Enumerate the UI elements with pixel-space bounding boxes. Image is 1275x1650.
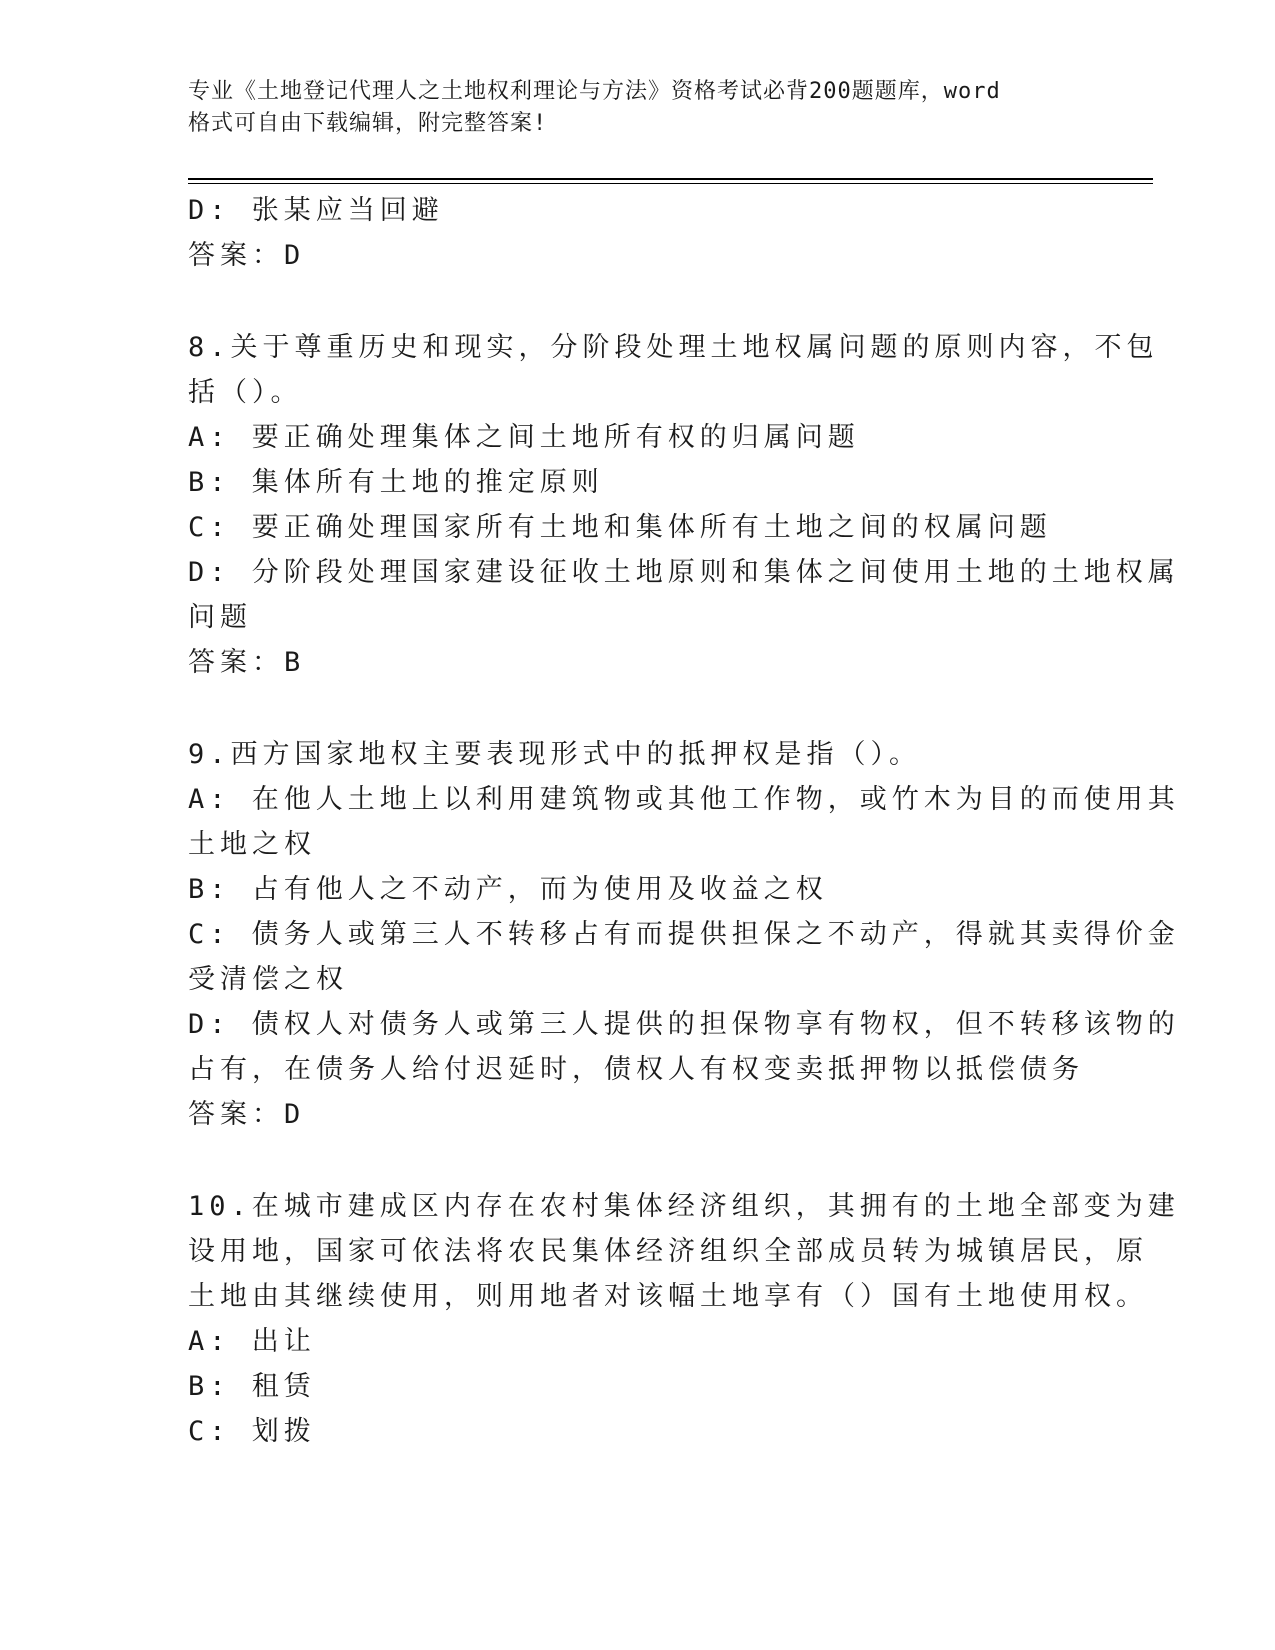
option-c: C: 债务人或第三人不转移占有而提供担保之不动产，得就其卖得价金 [188, 919, 1180, 950]
header-rule-thin [188, 183, 1153, 184]
option-d: D: 张某应当回避 [188, 195, 444, 226]
spacer [188, 1137, 1088, 1184]
option-c: C: 要正确处理国家所有土地和集体所有土地之间的权属问题 [188, 512, 1052, 543]
question-9 [188, 732, 1180, 1137]
question-stem-cont: 设用地，国家可依法将农民集体经济组织全部成员转为城镇居民，原 [188, 1236, 1148, 1267]
option-b: B: 占有他人之不动产，而为使用及收益之权 [188, 874, 828, 905]
spacer [188, 685, 1088, 732]
option-d-cont: 问题 [188, 602, 252, 633]
question-stem-cont: 括（）。 [188, 377, 303, 408]
option-a: A: 在他人土地上以利用建筑物或其他工作物，或竹木为目的而使用其 [188, 784, 1180, 815]
header-rule-thick [188, 178, 1153, 180]
answer: 答案：B [188, 647, 306, 678]
spacer [188, 278, 1088, 325]
option-a: A: 要正确处理集体之间土地所有权的归属问题 [188, 422, 860, 453]
question-list [188, 188, 1180, 1454]
option-b: B: 租赁 [188, 1371, 316, 1402]
question-stem: 10.在城市建成区内存在农村集体经济组织，其拥有的土地全部变为建 [188, 1191, 1180, 1222]
question-7-tail [188, 188, 1088, 278]
question-10 [188, 1184, 1180, 1454]
answer: 答案：D [188, 1099, 306, 1130]
question-stem: 9.西方国家地权主要表现形式中的抵押权是指（）。 [188, 739, 922, 770]
option-c: C: 划拨 [188, 1416, 316, 1447]
header-line-1: 专业《土地登记代理人之土地权利理论与方法》资格考试必背200题题库，word [188, 79, 1001, 104]
option-b: B: 集体所有土地的推定原则 [188, 467, 604, 498]
option-d-cont: 占有，在债务人给付迟延时，债权人有权变卖抵押物以抵偿债务 [188, 1054, 1084, 1085]
option-d: D: 分阶段处理国家建设征收土地原则和集体之间使用土地的土地权属 [188, 557, 1180, 588]
question-stem-cont: 土地由其继续使用，则用地者对该幅土地享有（）国有土地使用权。 [188, 1281, 1148, 1312]
header-line-2: 格式可自由下载编辑，附完整答案! [188, 111, 548, 136]
question-stem: 8.关于尊重历史和现实，分阶段处理土地权属问题的原则内容，不包 [188, 332, 1159, 363]
option-d: D: 债权人对债务人或第三人提供的担保物享有物权，但不转移该物的 [188, 1009, 1180, 1040]
question-8 [188, 325, 1180, 685]
option-a: A: 出让 [188, 1326, 316, 1357]
option-c-cont: 受清偿之权 [188, 964, 348, 995]
option-a-cont: 土地之权 [188, 829, 316, 860]
answer: 答案：D [188, 240, 306, 271]
document-header [188, 76, 1068, 140]
